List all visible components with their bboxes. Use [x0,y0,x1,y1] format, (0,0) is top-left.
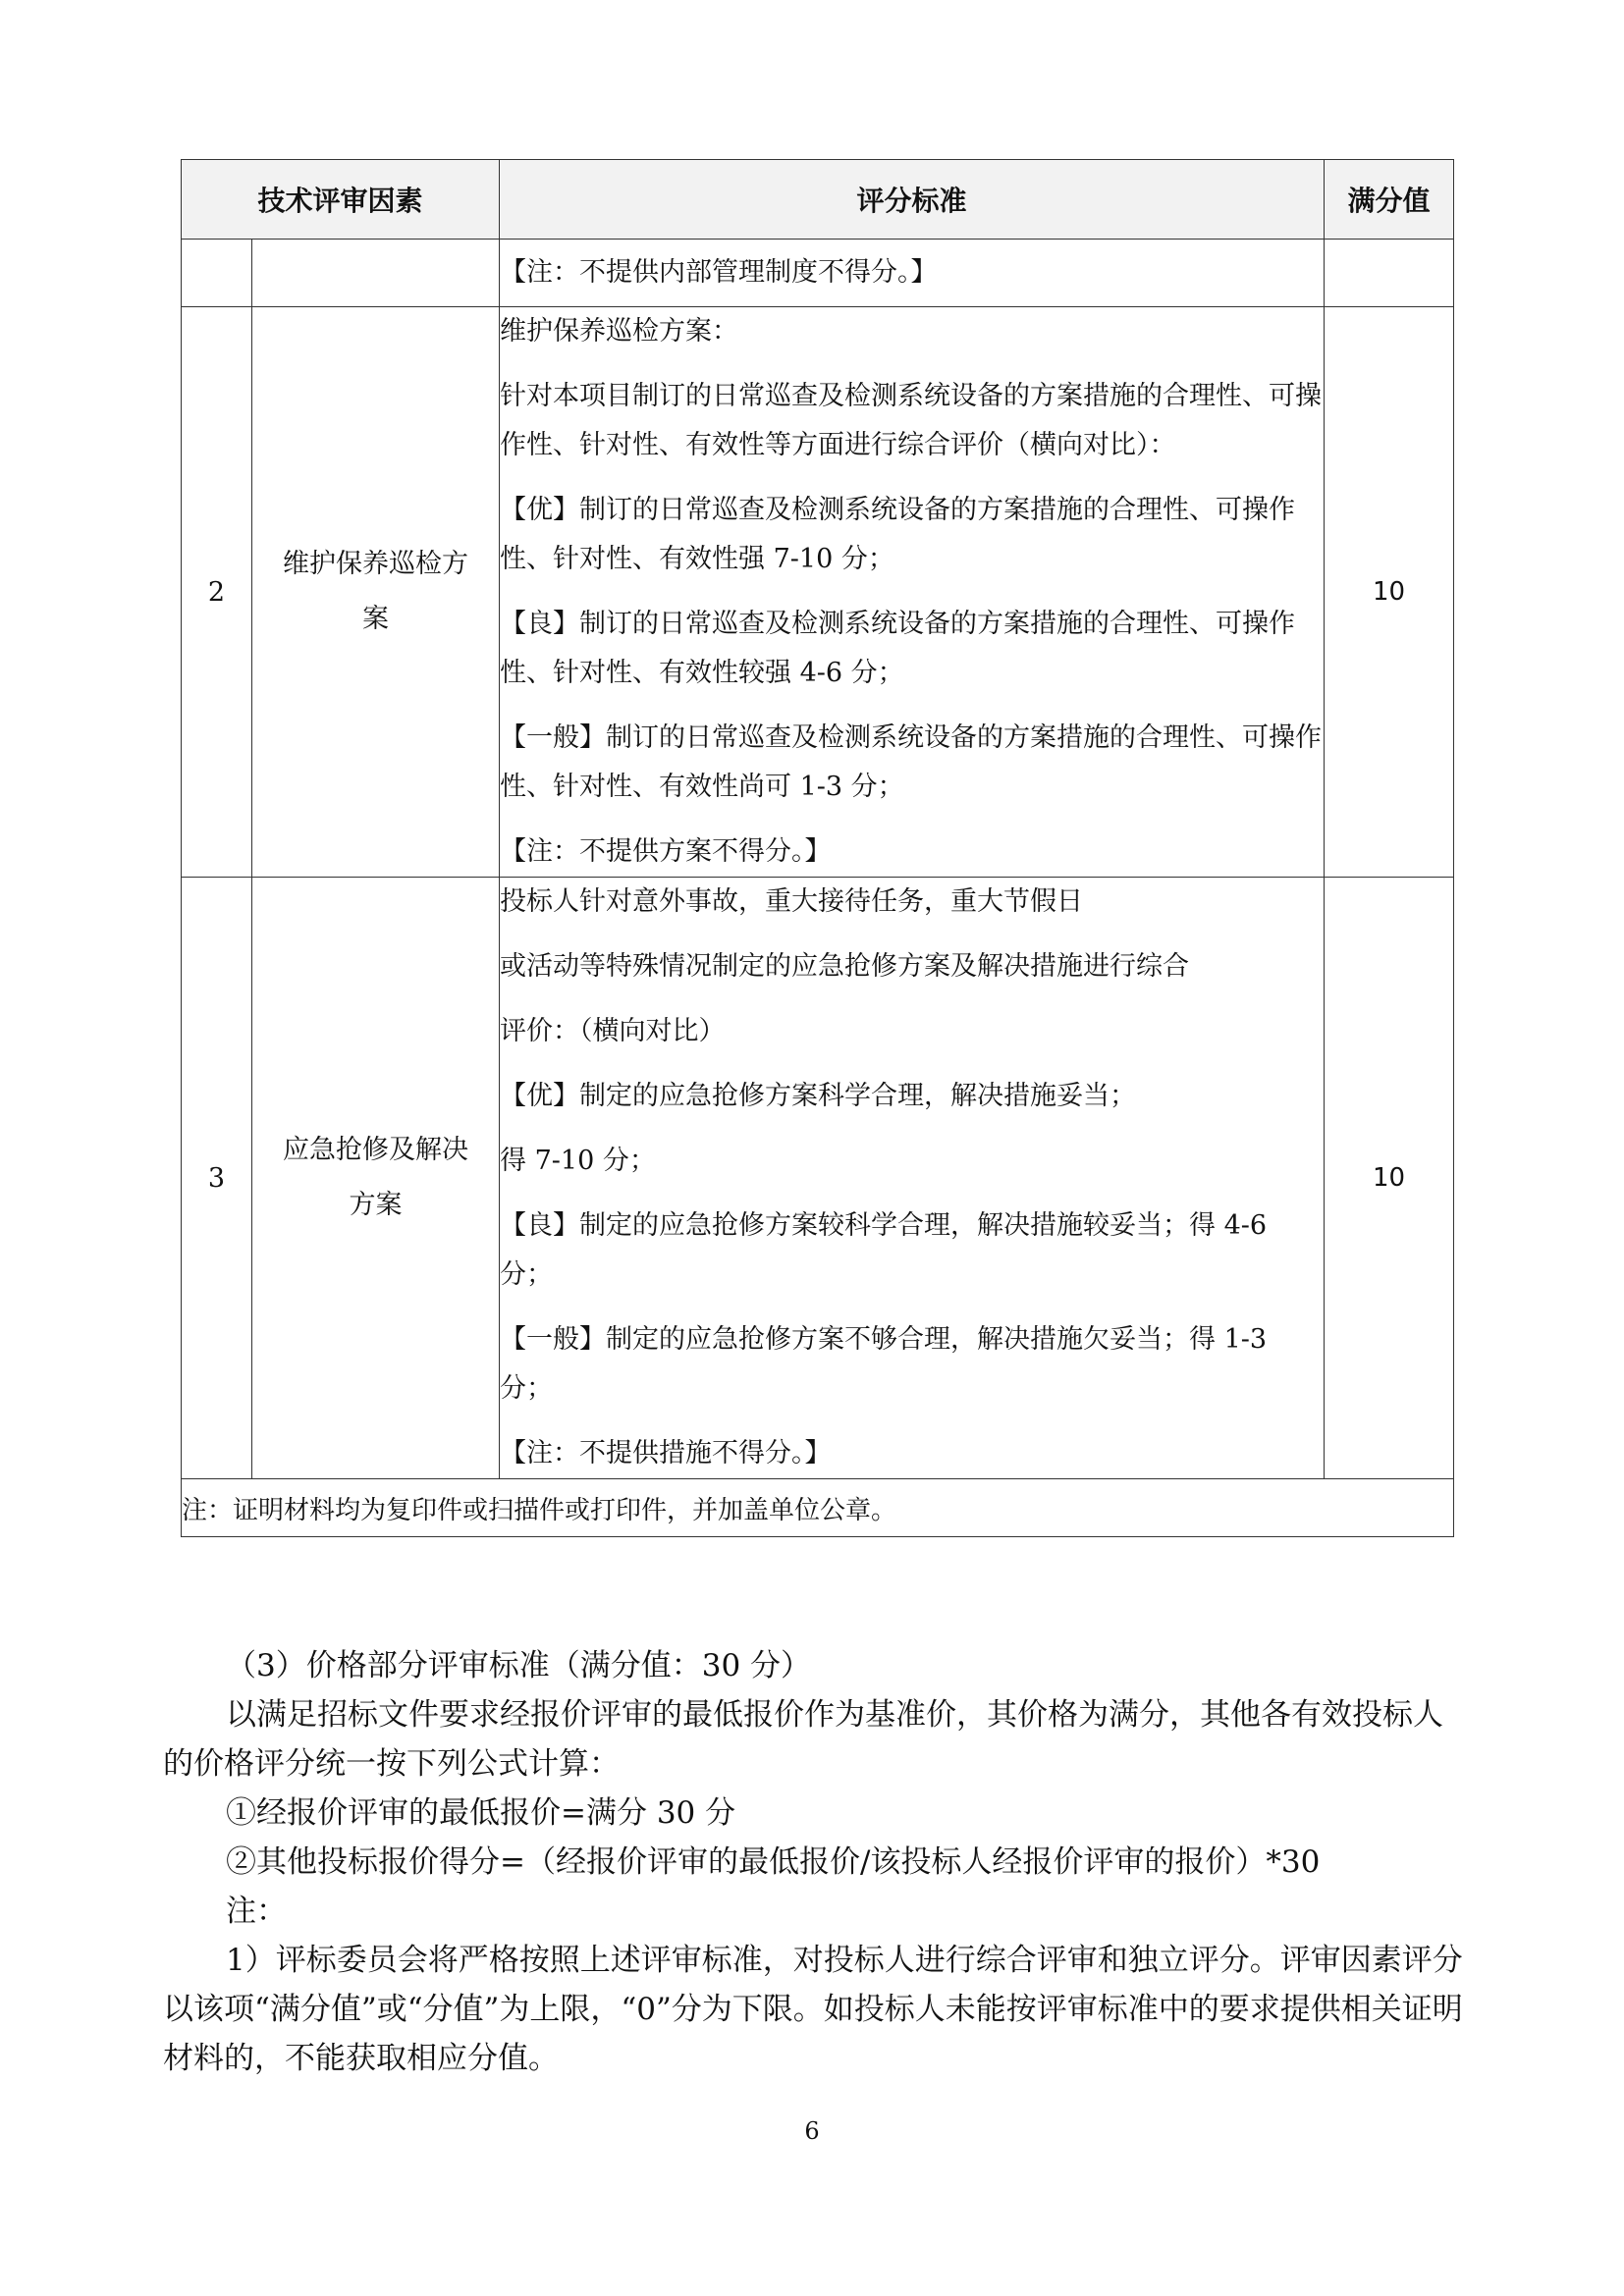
criteria-paragraph: 【注：不提供方案不得分。】 [500,836,832,867]
criteria-paragraph: 或活动等特殊情况制定的应急抢修方案及解决措施进行综合 [500,951,1190,982]
technical-scoring-table [181,159,1454,1537]
continuation-note: 【注：不提供内部管理制度不得分。】 [500,257,938,288]
price-intro-paragraph: 以满足招标文件要求经报价评审的最低报价作为基准价，其价格为满分，其他各有效投标人的价格评分统一按下列公式计算： [163,1697,1443,1782]
criteria-paragraph: 【一般】制定的应急抢修方案不够合理，解决措施欠妥当；得 1-3 分； [500,1324,1268,1404]
criteria-paragraph: 维护保养巡检方案： [500,316,739,347]
criteria-paragraph: 【优】制定的应急抢修方案科学合理，解决措施妥当； [500,1081,1137,1111]
formula-1: ①经报价评审的最低报价=满分 30 分 [226,1795,736,1831]
table-row-continuation [182,240,1454,307]
criteria-paragraph: 评价：（横向对比） [500,1016,726,1046]
no-cell [182,240,252,307]
factor-name: 方案 [349,1190,403,1220]
row-number: 2 [182,307,252,878]
criteria-paragraph: 得 7-10 分； [500,1146,656,1176]
full-score-value: 10 [1325,878,1454,1479]
header-score: 满分值 [1325,160,1454,240]
criteria-paragraph: 【良】制订的日常巡查及检测系统设备的方案措施的合理性、可操作性、针对性、有效性较强 4-6 分； [500,609,1296,688]
criteria-cell [500,878,1325,1479]
criteria-cell [500,240,1325,307]
header-criteria: 评分标准 [500,160,1325,240]
criteria-paragraph: 【良】制定的应急抢修方案较科学合理，解决措施较妥当；得 4-6 分； [500,1210,1268,1290]
criteria-paragraph: 【优】制订的日常巡查及检测系统设备的方案措施的合理性、可操作性、针对性、有效性强 7-10 分； [500,495,1296,574]
criteria-paragraph: 针对本项目制订的日常巡查及检测系统设备的方案措施的合理性、可操作性、针对性、有效性等方面进行综合评价（横向对比）： [500,381,1323,460]
factor-cell [252,878,500,1479]
factor-name: 应急抢修及解决 [283,1135,468,1165]
factor-name: 维护保养巡检方 [283,549,468,579]
factor-cell [252,240,500,307]
row-number: 3 [182,878,252,1479]
criteria-paragraph: 【一般】制订的日常巡查及检测系统设备的方案措施的合理性、可操作性、针对性、有效性尚可 1-3 分； [500,722,1323,802]
score-cell [1325,240,1454,307]
page-number: 6 [804,2117,820,2145]
note-paragraph-1: 1）评标委员会将严格按照上述评审标准，对投标人进行综合评审和独立评分。评审因素评分以该项“满分值”或“分值”为上限，“0”分为下限。如投标人未能按评审标准中的要求提供相关证明材料的，不能获取相应分值。 [163,1943,1463,2076]
factor-cell [252,307,500,878]
criteria-paragraph: 投标人针对意外事故，重大接待任务，重大节假日 [500,886,1084,917]
factor-name: 案 [362,604,389,634]
note-label: 注： [226,1894,287,1929]
table-header-row [182,160,1454,240]
formula-2: ②其他投标报价得分=（经报价评审的最低报价/该投标人经报价评审的报价）*30 [226,1844,1321,1880]
table-row [182,307,1454,878]
table-footer-row [182,1479,1454,1537]
table-row [182,878,1454,1479]
price-section-heading: （3）价格部分评审标准（满分值：30 分） [226,1648,812,1683]
header-factor: 技术评审因素 [182,160,500,240]
price-section [163,1641,1469,2083]
criteria-paragraph: 【注：不提供措施不得分。】 [500,1438,832,1468]
full-score-value: 10 [1325,307,1454,878]
table-footer-note: 注：证明材料均为复印件或扫描件或打印件，并加盖单位公章。 [182,1479,1454,1537]
criteria-cell [500,307,1325,878]
